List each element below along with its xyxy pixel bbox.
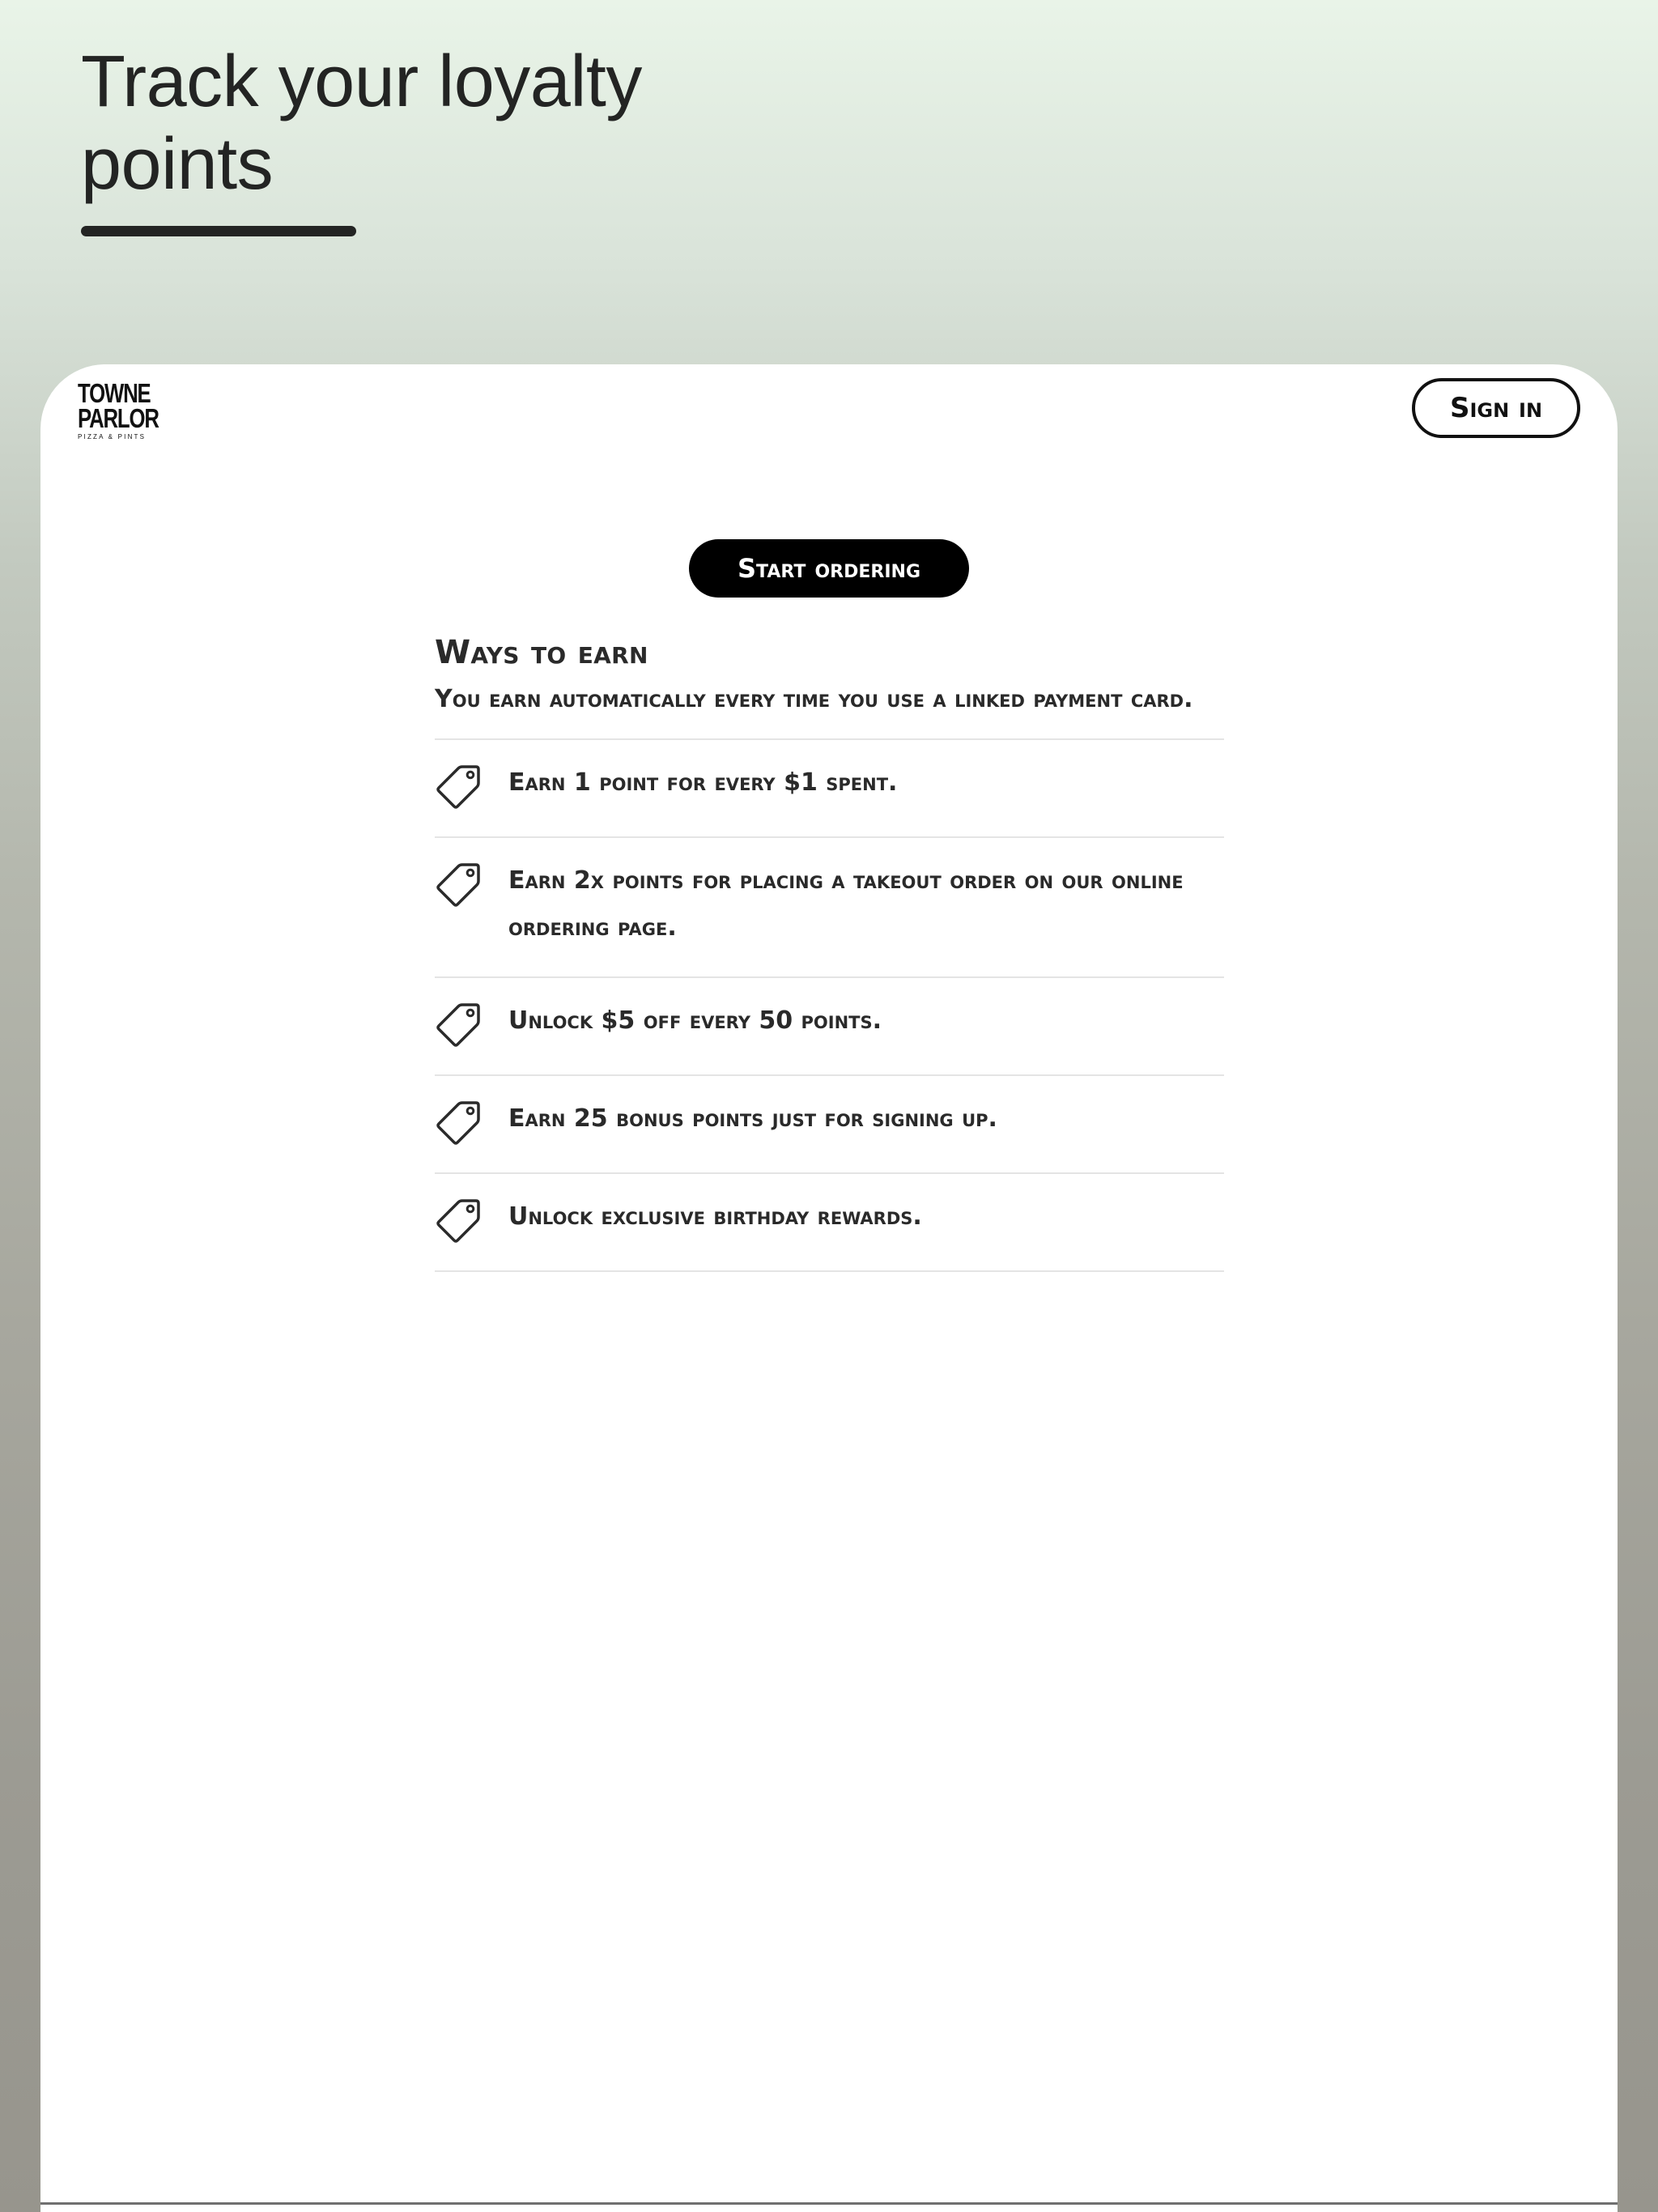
tag-icon <box>435 861 483 909</box>
start-ordering-button[interactable]: Start ordering <box>689 539 969 598</box>
sign-in-button[interactable]: Sign in <box>1412 378 1580 438</box>
ways-to-earn-section <box>435 632 1224 1272</box>
earn-item-text: Unlock $5 off every 50 points. <box>508 1006 882 1035</box>
bottom-divider <box>40 2202 1618 2205</box>
earn-item-text: Earn 25 bonus points just for signing up. <box>508 1104 997 1133</box>
earn-item-text: Unlock exclusive birthday rewards. <box>508 1202 922 1231</box>
hero-title: Track your loyalty points <box>81 41 642 205</box>
list-item <box>435 838 1224 978</box>
logo-tagline: PIZZA & PINTS <box>78 433 147 440</box>
list-item <box>435 740 1224 838</box>
earn-item-text: Earn 2x points for placing a takeout order on our online ordering page. <box>508 866 1184 942</box>
logo-line-2: PARLOR <box>78 403 159 433</box>
loyalty-card <box>40 364 1618 2212</box>
towne-parlor-logo[interactable] <box>78 378 159 453</box>
tag-icon <box>435 763 483 811</box>
tag-icon <box>435 1197 483 1245</box>
tag-icon <box>435 1099 483 1147</box>
earn-item-text: Earn 1 point for every $1 spent. <box>508 768 898 797</box>
logo-line-1: TOWNE <box>78 378 151 408</box>
earn-list <box>435 738 1224 1272</box>
tag-icon <box>435 1001 483 1049</box>
list-item <box>435 1076 1224 1174</box>
ways-to-earn-subheading: You earn automatically every time you use a linked payment card. <box>435 685 1193 713</box>
hero-underline <box>81 226 356 236</box>
list-item <box>435 1174 1224 1272</box>
ways-to-earn-heading: Ways to earn <box>435 634 648 671</box>
list-item <box>435 978 1224 1076</box>
